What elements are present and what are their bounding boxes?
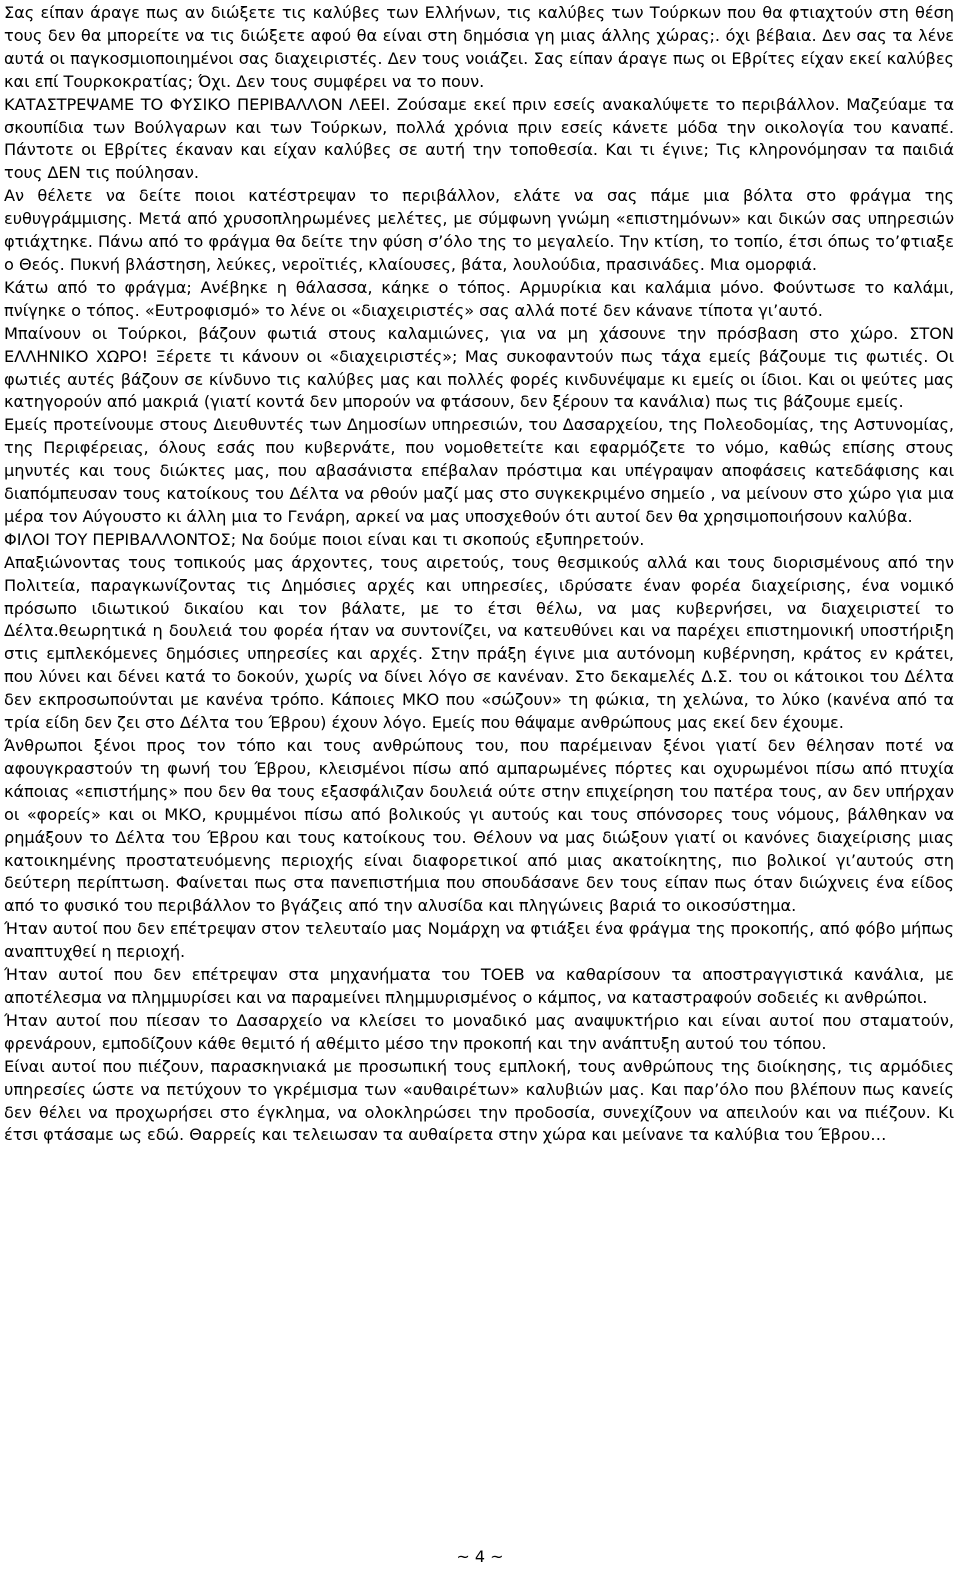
paragraph: ΦΙΛΟΙ ΤΟΥ ΠΕΡΙΒΑΛΛΟΝΤΟΣ; Να δούμε ποιοι είναι και τι σκοπούς εξυπηρετούν. [4,529,645,549]
paragraph: Απαξιώνοντας τους τοπικούς μας άρχοντες, τους αιρετούς, τους θεσμικούς αλλά και τους διορισμένους από την Πολιτεία, παραγκωνίζοντας τις Δημόσιες αρχές και υπηρεσίες, ιδρύσατε έναν φορέα διαχείρισης, ένα νομικό πρόσωπο ιδιωτικού δικαίου και τον βάλατε, με το έτσι θέλω, να μας κυβερνήσει, να διαχειριστεί το Δέλτα.θεωρητικά η δουλειά του φορέα ήταν να συντονίζει, να κατευθύνει και να παρέχει επιστημονική υποστήριξη στις εμπλεκόμενες δημόσιες υπηρεσίες και αρχές. Στην πράξη έγινε μια αυτόνομη κυβέρνηση, κράτος εν κράτει, που λύνει και δένει κατά το δοκούν, χωρίς να δίνει λόγο σε κανέναν. Στο δεκαμελές Δ.Σ. του οι κάτοικοι του Δέλτα δεν εκπροσωπούνται με κανένα τρόπο. Κάποιες ΜΚΟ που «σώζουν» τη φώκια, τη χελώνα, το λύκο (κανένα από τα τρία είδη δεν ζει στο Δέλτα του Έβρου) έχουν λόγο. Εμείς που θάψαμε ανθρώπους μας εκεί δεν έχουμε. [4,552,954,733]
page-number: ~ 4 ~ [456,1547,504,1566]
paragraph: Ήταν αυτοί που δεν επέτρεψαν στα μηχανήματα του ΤΟΕΒ να καθαρίσουν τα αποστραγγιστικά κανάλια, με αποτέλεσμα να πλημμυρίσει και να παραμείνει πλημμυρισμένος ο κάμπος, να καταστραφούν σοδειές κι ανθρώποι. [4,965,954,1007]
document-body [4,2,954,1147]
paragraph: Εμείς προτείνουμε στους Διευθυντές των Δημοσίων υπηρεσιών, του Δασαρχείου, της Πολεοδομίας, της Αστυνομίας, της Περιφέρειας, όλους εσάς που κυβερνάτε, που νομοθετείτε και εφαρμόζετε το νόμο, καθώς επίσης στους μηνυτές και τους διώκτες μας, που αβασάνιστα επέβαλαν πρόστιμα και υπέγραψαν αποφάσεις κατεδάφισης και διαπόμπευσαν τους κατοίκους του Δέλτα να ρθούν μαζί μας στο συγκεκριμένο σημείο , να μείνουν στο χώρο για μια μέρα τον Αύγουστο κι άλλη μια το Γενάρη, αρκεί να μας υποσχεθούν ότι αυτοί δεν θα χρησιμοποιήσουν καλύβα. [4,415,954,526]
paragraph: ΚΑΤΑΣΤΡΕΨΑΜΕ ΤΟ ΦΥΣΙΚΟ ΠΕΡΙΒΑΛΛΟΝ ΛΕΕΙ. Ζούσαμε εκεί πριν εσείς ανακαλύψετε το περιβάλλον. Μαζεύαμε τα σκουπίδια των Βούλγαρων και των Τούρκων, πολλά χρόνια πριν εσείς κάνετε μόδα την οικολογία του καναπέ. Πάντοτε οι Εβρίτες έκαναν και είχαν καλύβες σε αυτή την τοποθεσία. Και τι έγινε; Τις κληρονόμησαν τα παιδιά τους ΔΕΝ τις πούλησαν. [4,94,954,183]
paragraph: Άνθρωποι ξένοι προς τον τόπο και τους ανθρώπους του, που παρέμειναν ξένοι γιατί δεν θέλησαν ποτέ να αφουγκραστούν τη φωνή του Έβρου, κλεισμένοι πίσω από αμπαρωμένες πόρτες και οχυρωμένοι πίσω από πτυχία κάποιας «επιστήμης» που δεν θα τους εξασφάλιζαν δουλειά ούτε στην επιχείρηση του πατέρα τους, αν δεν υπήρχαν οι «φορείς» και οι ΜΚΟ, κρυμμένοι πίσω από βολικούς γι αυτούς και τους σπόνσορες τους νόμους, βάλθηκαν να ρημάξουν το Δέλτα του Έβρου και τους κατοίκους του. Θέλουν να μας διώξουν γιατί οι κανόνες διαχείρισης μιας κατοικημένης προστατευόμενης περιοχής είναι διαφορετικοί από μιας ακατοίκητης, πιο βολικοί γι’αυτούς στη δεύτερη περίπτωση. Φαίνεται πως στα πανεπιστήμια που σπουδάσανε δεν τους είπαν πως όταν διώχνεις ένα είδος από το φυσικό του περιβάλλον το βγάζεις από την αλυσίδα και πληγώνεις βαριά το οικοσύστημα. [4,736,954,916]
paragraph: Μπαίνουν οι Τούρκοι, βάζουν φωτιά στους καλαμιώνες, για να μη χάσουνε την πρόσβαση στο χώρο. ΣΤΟΝ ΕΛΛΗΝΙΚΟ ΧΩΡΟ! Ξέρετε τι κάνουν οι «διαχειριστές»; Μας συκοφαντούν πως τάχα εμείς βάζουμε τις φωτιές. Οι φωτιές αυτές βάζουν σε κίνδυνο τις καλύβες μας και πολλές φορές κινδυνέψαμε κι εμείς οι ίδιοι. Και οι ψεύτες μας κατηγορούν από μακριά (γιατί κοντά δεν μπορούν να φτάσουν, δεν ξέρουν τα κανάλια) πως τις βάζουμε εμείς. [4,323,954,412]
paragraph: Σας είπαν άραγε πως αν διώξετε τις καλύβες των Ελλήνων, τις καλύβες των Τούρκων που θα φτιαχτούν στη θέση τους δεν θα μπορείτε να τις διώξετε αφού θα είναι στη δημόσια γη μιας άλλης χώρας;. όχι βέβαια. Δεν σας τα λένε αυτά οι παγκοσμιοποιημένοι σας διαχειριστές. Δεν τους νοιάζει. Σας είπαν άραγε πως οι Εβρίτες είχαν εκεί καλύβες και επί Τουρκοκρατίας; Όχι. Δεν τους συμφέρει να το πουν. [4,3,954,91]
paragraph: Ήταν αυτοί που πίεσαν το Δασαρχείο να κλείσει το μοναδικό μας αναψυκτήριο και είναι αυτοί που σταματούν, φρενάρουν, εμποδίζουν κάθε θεμιτό ή αθέμιτο μέσο την προκοπή και την ανάπτυξη αυτού του τόπου. [4,1010,954,1053]
paragraph: Αν θέλετε να δείτε ποιοι κατέστρεψαν το περιβάλλον, ελάτε να σας πάμε μια βόλτα στο φράγμα της ευθυγράμμισης. Μετά από χρυσοπληρωμένες μελέτες, με σύμφωνη γνώμη «επιστημόνων» και δικών σας υπηρεσιών φτιάχτηκε. Πάνω από το φράγμα θα δείτε την φύση σ’όλο της το μεγαλείο. Την κτίση, το τοπίο, έτσι όπως το’φτιαξε ο Θεός. Πυκνή βλάστηση, λεύκες, νεροϊτιές, κλαίουσες, βάτα, λουλούδια, πρασινάδες. Μια ομορφιά. [4,186,954,274]
paragraph: Είναι αυτοί που πιέζουν, παρασκηνιακά με προσωπική τους εμπλοκή, τους ανθρώπους της διοίκησης, τις αρμόδιες υπηρεσίες ώστε να πετύχουν το γκρέμισμα των «αυθαιρέτων» καλυβιών μας. Και παρ’όλο που βλέπουν πως κανείς δεν θέλει να προχωρήσει στο έγκλημα, να ολοκληρώσει την προδοσία, συνεχίζουν να απειλούν και να πιέζουν. Κι έτσι φτάσαμε ως εδώ. Θαρρείς και τελειωσαν τα αυθαίρετα στην χώρα και μείνανε τα καλύβια του Έβρου… [4,1056,954,1145]
paragraph: Κάτω από το φράγμα; Ανέβηκε η θάλασσα, κάηκε ο τόπος. Αρμυρίκια και καλάμια μόνο. Φούντωσε το καλάμι, πνίγηκε ο τόπος. «Ευτροφισμό» το λένε οι «διαχειριστές» σας αλλά ποτέ δεν κάνανε τίποτα γι’αυτό. [4,277,954,320]
paragraph: Ήταν αυτοί που δεν επέτρεψαν στον τελευταίο μας Νομάρχη να φτιάξει ένα φράγμα της προκοπής, από φόβο μήπως αναπτυχθεί η περιοχή. [4,919,954,962]
